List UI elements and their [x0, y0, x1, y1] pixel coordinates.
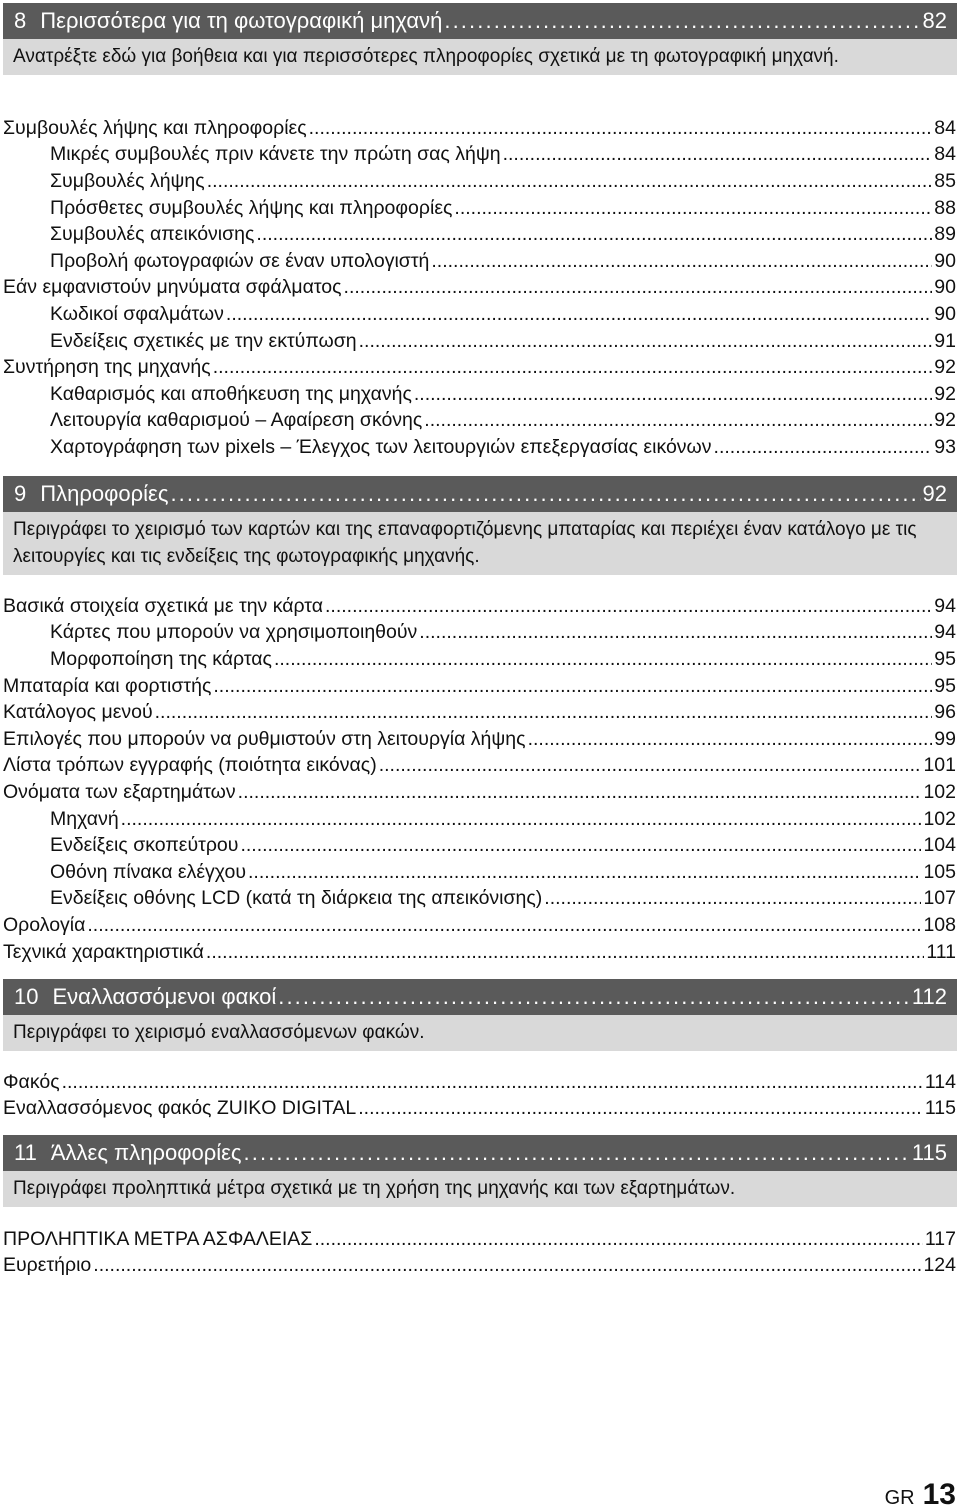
chapter-11-entries	[0, 1226, 960, 1279]
toc-entry[interactable]	[0, 1069, 960, 1096]
entry-page: 96	[934, 701, 956, 724]
chapter-description: Περιγράφει το χειρισμό εναλλασσόμενων φακών.	[3, 1015, 957, 1051]
entry-title: Μικρές συμβουλές πριν κάνετε την πρώτη σας λήψη	[50, 143, 501, 166]
entry-page: 92	[934, 382, 956, 405]
toc-entry[interactable]	[0, 142, 960, 169]
chapter-description: Ανατρέξτε εδώ για βοήθεια και για περισσότερες πληροφορίες σχετικά με τη φωτογραφική μηχανή.	[3, 39, 957, 75]
entry-title: Κατάλογος μενού	[3, 701, 153, 724]
chapter-10-section	[3, 979, 957, 1051]
toc-entry[interactable]	[0, 301, 960, 328]
chapter-number: 10	[14, 984, 39, 1009]
toc-entry[interactable]	[0, 168, 960, 195]
entry-page: 101	[923, 754, 956, 777]
entry-title: Συμβουλές λήψης και πληροφορίες	[3, 116, 307, 139]
page-footer	[885, 1478, 956, 1512]
chapter-9-section	[3, 476, 957, 575]
chapter-9-entries	[0, 593, 960, 965]
chapter-description: Περιγράφει το χειρισμό των καρτών και της επαναφορτιζόμενης μπαταρίας και περιέχει έναν κατάλογο με τις λειτουργίες και τις ενδείξεις της φωτογραφικής μηχανής.	[3, 512, 957, 575]
entry-page: 94	[934, 594, 956, 617]
chapter-11-section	[3, 1135, 957, 1207]
dot-leader	[206, 941, 924, 964]
entry-title: Μπαταρία και φορτιστής	[3, 674, 212, 697]
entry-page: 92	[934, 409, 956, 432]
chapter-page: 112	[911, 984, 947, 1009]
dot-leader	[379, 754, 922, 777]
dot-leader	[444, 8, 920, 34]
dot-leader	[359, 330, 932, 353]
entry-page: 88	[934, 196, 956, 219]
toc-entry[interactable]	[0, 912, 960, 939]
dot-leader	[226, 303, 932, 326]
entry-page: 99	[934, 727, 956, 750]
entry-page: 102	[923, 780, 956, 803]
dot-leader	[274, 648, 932, 671]
dot-leader	[155, 701, 932, 724]
entry-page: 91	[934, 329, 956, 352]
dot-leader	[256, 223, 932, 246]
toc-entry[interactable]	[0, 1096, 960, 1123]
toc-entry[interactable]	[0, 221, 960, 248]
entry-title: ΠΡΟΛΗΠΤΙΚΑ ΜΕΤΡΑ ΑΣΦΑΛΕΙΑΣ	[3, 1227, 313, 1250]
chapter-10-entries	[0, 1069, 960, 1122]
chapter-title: Περισσότερα για τη φωτογραφική μηχανή	[40, 8, 443, 33]
chapter-8-section	[3, 3, 957, 75]
toc-entry[interactable]	[0, 779, 960, 806]
entry-title: Συμβουλές λήψης	[50, 169, 205, 192]
dot-leader	[213, 356, 932, 379]
entry-page: 90	[934, 302, 956, 325]
entry-title: Ονόματα των εξαρτημάτων	[3, 780, 236, 803]
dot-leader	[93, 1254, 921, 1277]
dot-leader	[344, 276, 932, 299]
toc-entry[interactable]	[0, 1226, 960, 1253]
toc-entry[interactable]	[0, 886, 960, 913]
chapter-title: Εναλλασσόμενοι φακοί	[52, 984, 277, 1009]
chapter-description: Περιγράφει προληπτικά μέτρα σχετικά με τη χρήση της μηχανής και των εξαρτημάτων.	[3, 1171, 957, 1207]
entry-title: Καθαρισμός και αποθήκευση της μηχανής	[50, 382, 412, 405]
entry-page: 115	[924, 1097, 956, 1120]
entry-title: Φακός	[3, 1070, 60, 1093]
chapter-8-entries	[0, 115, 960, 461]
entry-page: 84	[934, 143, 956, 166]
dot-leader	[309, 117, 932, 140]
entry-title: Ευρετήριο	[3, 1254, 92, 1277]
toc-entry[interactable]	[0, 673, 960, 700]
entry-title: Λίστα τρόπων εγγραφής (ποιότητα εικόνας)	[3, 754, 377, 777]
dot-leader	[213, 675, 932, 698]
entry-page: 85	[934, 169, 956, 192]
entry-title: Συντήρηση της μηχανής	[3, 356, 211, 379]
chapter-page: 115	[911, 1140, 947, 1165]
toc-entry[interactable]	[0, 434, 960, 461]
entry-page: 89	[934, 223, 956, 246]
entry-page: 90	[934, 276, 956, 299]
entry-title: Βασικά στοιχεία σχετικά με την κάρτα	[3, 594, 324, 617]
chapter-8-header[interactable]	[3, 3, 957, 39]
entry-title: Λειτουργία καθαρισμού – Αφαίρεση σκόνης	[50, 409, 423, 432]
toc-entry[interactable]	[0, 195, 960, 222]
chapter-9-header[interactable]	[3, 476, 957, 512]
chapter-page: 82	[922, 8, 947, 33]
entry-title: Χαρτογράφηση των pixels – Έλεγχος των λειτουργιών επεξεργασίας εικόνων	[50, 435, 712, 458]
toc-entry[interactable]	[0, 354, 960, 381]
entry-page: 90	[934, 249, 956, 272]
entry-title: Τεχνικά χαρακτηριστικά	[3, 940, 204, 963]
chapter-11-header[interactable]	[3, 1135, 957, 1171]
chapter-title: Πληροφορίες	[40, 481, 169, 506]
dot-leader	[414, 383, 932, 406]
dot-leader	[424, 409, 932, 432]
toc-entry[interactable]	[0, 115, 960, 142]
toc-entry[interactable]	[0, 753, 960, 780]
entry-page: 94	[934, 621, 956, 644]
dot-leader	[121, 808, 922, 831]
toc-entry[interactable]	[0, 1253, 960, 1280]
entry-page: 124	[923, 1254, 956, 1277]
entry-page: 108	[923, 913, 956, 936]
entry-title: Εναλλασσόμενος φακός ZUIKO DIGITAL	[3, 1097, 357, 1120]
dot-leader	[454, 197, 932, 220]
entry-page: 117	[924, 1227, 956, 1250]
toc-entry[interactable]	[0, 408, 960, 435]
dot-leader	[240, 834, 921, 857]
entry-page: 102	[923, 807, 956, 830]
toc-entry[interactable]	[0, 806, 960, 833]
entry-page: 104	[923, 834, 956, 857]
entry-page: 92	[934, 356, 956, 379]
dot-leader	[62, 1071, 923, 1094]
toc-entry[interactable]	[0, 646, 960, 673]
toc-entry[interactable]	[0, 620, 960, 647]
dot-leader	[314, 1228, 923, 1251]
entry-title: Εάν εμφανιστούν μηνύματα σφάλματος	[3, 276, 342, 299]
toc-entry[interactable]	[0, 593, 960, 620]
entry-page: 105	[923, 860, 956, 883]
entry-title: Προβολή φωτογραφιών σε έναν υπολογιστή	[50, 249, 430, 272]
entry-page: 95	[934, 674, 956, 697]
chapter-number: 11	[14, 1140, 37, 1165]
toc-entry[interactable]	[0, 381, 960, 408]
toc-entry[interactable]	[0, 248, 960, 275]
entry-page: 84	[934, 116, 956, 139]
entry-title: Κάρτες που μπορούν να χρησιμοποιηθούν	[50, 621, 418, 644]
chapter-number: 9	[14, 481, 27, 506]
dot-leader	[325, 595, 932, 618]
entry-title: Ορολογία	[3, 913, 86, 936]
entry-title: Μορφοποίηση της κάρτας	[50, 647, 272, 670]
entry-title: Ενδείξεις σχετικές με την εκτύπωση	[50, 329, 357, 352]
entry-title: Επιλογές που μπορούν να ρυθμιστούν στη λειτουργία λήψης	[3, 727, 526, 750]
entry-title: Πρόσθετες συμβουλές λήψης και πληροφορίες	[50, 196, 453, 219]
dot-leader	[170, 481, 920, 507]
toc-entry[interactable]	[0, 328, 960, 355]
dot-leader	[419, 621, 932, 644]
toc-entry[interactable]	[0, 939, 960, 966]
entry-page: 95	[934, 647, 956, 670]
entry-page: 114	[924, 1070, 956, 1093]
toc-entry[interactable]	[0, 832, 960, 859]
toc-entry[interactable]	[0, 699, 960, 726]
chapter-page: 92	[922, 481, 947, 506]
entry-title: Οθόνη πίνακα ελέγχου	[50, 860, 246, 883]
entry-title: Κωδικοί σφαλμάτων	[50, 302, 224, 325]
page-number: 13	[922, 1478, 956, 1511]
dot-leader	[278, 984, 910, 1010]
dot-leader	[248, 861, 921, 884]
dot-leader	[544, 887, 921, 910]
entry-title: Μηχανή	[50, 807, 119, 830]
entry-page: 107	[923, 887, 956, 910]
chapter-number: 8	[14, 8, 27, 33]
dot-leader	[238, 781, 922, 804]
toc-entry[interactable]	[0, 275, 960, 302]
dot-leader	[431, 250, 932, 273]
entry-page: 111	[926, 940, 956, 963]
toc-entry[interactable]	[0, 859, 960, 886]
entry-title: Ενδείξεις σκοπεύτρου	[50, 834, 239, 857]
dot-leader	[244, 1140, 910, 1166]
dot-leader	[207, 170, 932, 193]
dot-leader	[714, 436, 932, 459]
entry-page: 93	[934, 435, 956, 458]
language-code: GR	[884, 1487, 915, 1509]
entry-title: Ενδείξεις οθόνης LCD (κατά τη διάρκεια της απεικόνισης)	[50, 887, 543, 910]
dot-leader	[528, 728, 932, 751]
chapter-title: Άλλες πληροφορίες	[50, 1140, 242, 1165]
dot-leader	[87, 914, 921, 937]
entry-title: Συμβουλές απεικόνισης	[50, 223, 255, 246]
toc-entry[interactable]	[0, 726, 960, 753]
dot-leader	[503, 143, 932, 166]
dot-leader	[358, 1097, 923, 1120]
chapter-10-header[interactable]	[3, 979, 957, 1015]
